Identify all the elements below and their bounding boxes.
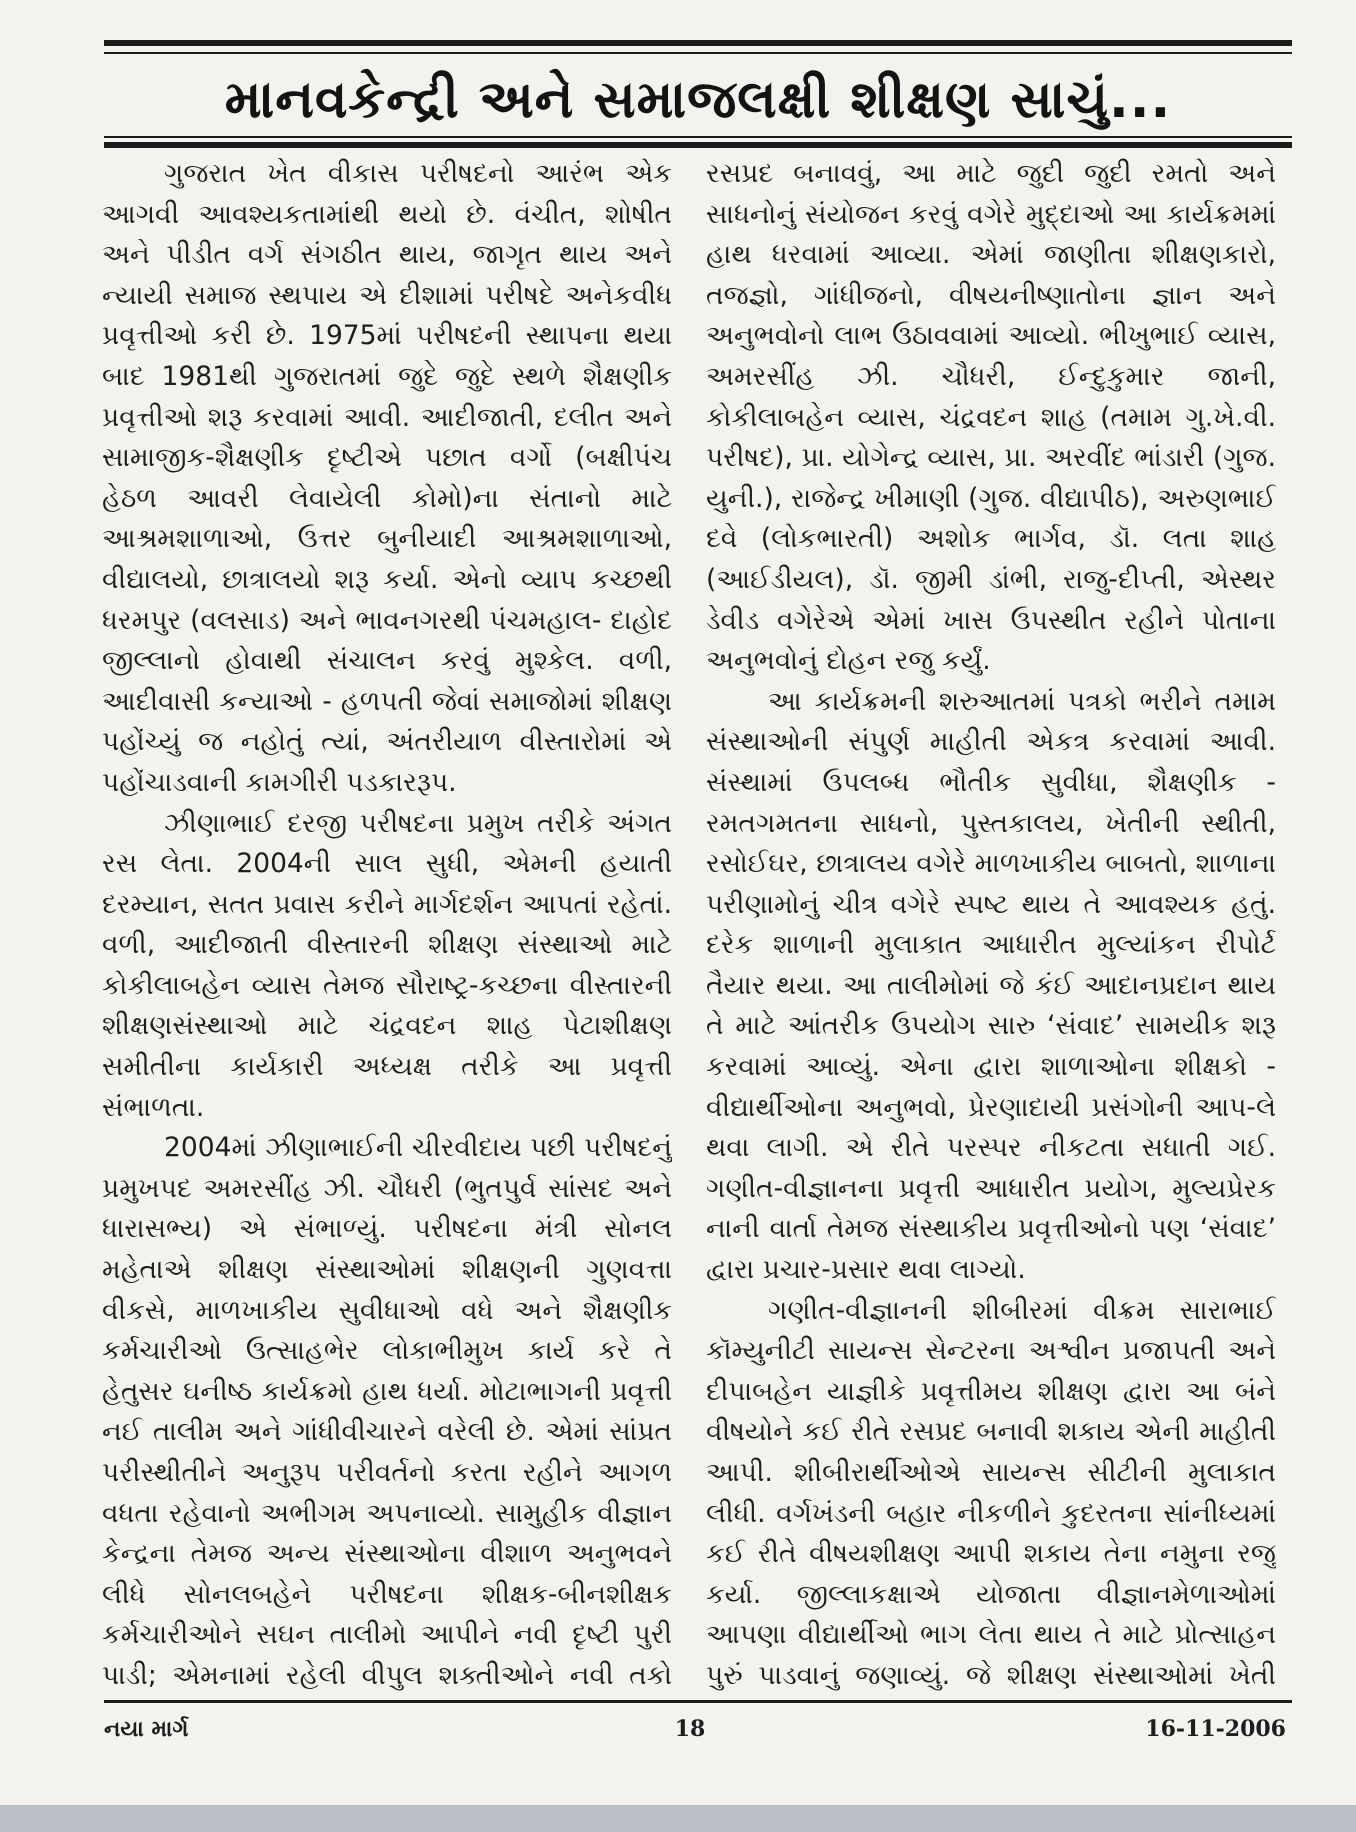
paragraph: આ કાર્યક્રમની શરુઆતમાં પત્રકો ભરીને તમામ સંસ્થાઓની સંપુર્ણ માહીતી એકત્ર કરવામાં આવી. સંસ્થામાં ઉપલબ્ધ ભૌતીક સુવીધા, શૈક્ષણીક - રમતગમતના સાધનો, પુસ્તકાલય, ખેતીની સ્થીતી, રસોઈઘર, છાત્રાલય વગેરે માળખાકીય બાબતો, શાળાના પરીણામોનું ચીત્ર વગેરે સ્પષ્ટ થાય તે આવશ્યક હતું. દરેક શાળાની મુલાકાત આધારીત મુલ્યાંકન રીપોર્ટ તૈયાર થયા. આ તાલીમોમાં જે કંઈ આદાનપ્રદાન થાય તે માટે આંતરીક ઉપયોગ સારુ ‘સંવાદ’ સામયીક શરૂ કરવામાં આવ્યું. એના દ્વારા શાળાઓના શીક્ષકો - વીદ્યાર્થીઓના અનુભવો, પ્રેરણાદાયી પ્રસંગોની આપ-લે થવા લાગી. એ રીતે પરસ્પર નીકટતા સધાતી ગઈ. ગણીત-વીજ્ઞાનના પ્રવૃત્તી આધારીત પ્રયોગ, મુલ્યપ્રેરક નાની વાર્તા તેમજ સંસ્થાકીય પ્રવૃત્તીઓનો પણ ‘સંવાદ’ દ્વારા પ્રચાર-પ્રસાર થવા લાગ્યો.	[706, 685, 1276, 1286]
top-rule-thin	[104, 52, 1292, 54]
top-rule	[104, 40, 1292, 46]
title-rule-thin	[104, 136, 1292, 138]
left-column	[102, 154, 672, 1694]
page-number: 18	[674, 1716, 706, 1742]
article-title: માનવકેન્દ્રી અને સમાજલક્ષી શીક્ષણ સાચું...	[224, 70, 1172, 130]
paragraph: ઝીણાભાઈ દરજી પરીષદના પ્રમુખ તરીકે અંગત રસ લેતા. 2004ની સાલ સુધી, એમની હયાતી દરમ્યાન, સતત પ્રવાસ કરીને માર્ગદર્શન આપતાં રહેતાં. વળી, આદીજાતી વીસ્તારની શીક્ષણ સંસ્થાઓ માટે કોકીલાબહેન વ્યાસ તેમજ સૌરાષ્ટ્ર-કચ્છના વીસ્તારની શીક્ષણસંસ્થાઓ માટે ચંદ્રવદન શાહ પેટાશીક્ષણ સમીતીના કાર્યકારી અધ્યક્ષ તરીકે આ પ્રવૃત્તી સંભાળતા.	[102, 807, 672, 1123]
title-rule	[104, 142, 1292, 148]
footer-rule	[104, 1700, 1292, 1703]
paragraph: 2004માં ઝીણાભાઈની ચીરવીદાય પછી પરીષદનું પ્રમુખપદ અમરસીંહ ઝી. ચૌધરી (ભુતપુર્વ સાંસદ અને ધારાસભ્ય) એ સંભાળ્યું. પરીષદના મંત્રી સોનલ મહેતાએ શીક્ષણ સંસ્થાઓમાં શીક્ષણની ગુણવત્તા વીકસે, માળખાકીય સુવીધાઓ વધે અને શૈક્ષણીક કર્મચારીઓ ઉત્સાહભેર લોકાભીમુખ કાર્ય કરે તે હેતુસર ઘનીષ્ઠ કાર્યક્રમો હાથ ધર્યા. મોટાભાગની પ્રવૃત્તી નઈ તાલીમ અને ગાંધીવીચારને વરેલી છે. એમાં સાંપ્રત પરીસ્થીતીને અનુરૂપ પરીવર્તનો કરતા રહીને આગળ વધતા રહેવાનો અભીગમ અપનાવ્યો. સામુહીક વીજ્ઞાન કેન્દ્રના તેમજ અન્ય સંસ્થાઓના વીશાળ અનુભવને લીધે સોનલબહેને પરીષદના શીક્ષક-બીનશીક્ષક કર્મચારીઓને સઘન તાલીમો આપીને નવી દૃષ્ટી પુરી પાડી; એમનામાં રહેલી વીપુલ શક્તીઓને નવી તકો	[102, 1132, 672, 1691]
scan-edge	[0, 1805, 1356, 1832]
paragraph: ગુજરાત ખેત વીકાસ પરીષદનો આરંભ એક આગવી આવશ્યકતામાંથી થયો છે. વંચીત, શોષીત અને પીડીત વર્ગ સંગઠીત થાય, જાગૃત થાય અને ન્યાયી સમાજ સ્થપાય એ દીશામાં પરીષદે અનેકવીધ પ્રવૃત્તીઓ કરી છે. 1975માં પરીષદની સ્થાપના થયા બાદ 1981થી ગુજરાતમાં જુદે જુદે સ્થળે શૈક્ષણીક પ્રવૃત્તીઓ શરૂ કરવામાં આવી. આદીજાતી, દલીત અને સામાજીક-શૈક્ષણીક દૃષ્ટીએ પછાત વર્ગો (બક્ષીપંચ હેઠળ આવરી લેવાયેલી કોમો)ના સંતાનો માટે આશ્રમશાળાઓ, ઉત્તર બુનીયાદી આશ્રમશાળાઓ, વીદ્યાલયો, છાત્રાલયો શરૂ કર્યા. એનો વ્યાપ કચ્છથી ધરમપુર (વલસાડ) અને ભાવનગરથી પંચમહાલ- દાહોદ જીલ્લાનો હોવાથી સંચાલન કરવું મુશ્કેલ. વળી, આદીવાસી કન્યાઓ - હળપતી જેવાં સમાજોમાં શીક્ષણ પહોંચ્યું જ નહોતું ત્યાં, અંતરીયાળ વીસ્તારોમાં એ પહોંચાડવાની કામગીરી પડકારરૂપ.	[102, 158, 672, 798]
issue-date: 16-11-2006	[1145, 1716, 1286, 1742]
paragraph-continuation: રસપ્રદ બનાવવું, આ માટે જુદી જુદી રમતો અને સાધનોનું સંયોજન કરવું વગેરે મુદ્દાઓ આ કાર્યક્રમમાં હાથ ધરવામાં આવ્યા. એમાં જાણીતા શીક્ષણકારો, તજજ્ઞો, ગાંધીજનો, વીષયનીષ્ણાતોના જ્ઞાન અને અનુભવોનો લાભ ઉઠાવવામાં આવ્યો. ભીખુભાઈ વ્યાસ, અમરસીંહ ઝી. ચૌધરી, ઈન્દુકુમાર જાની, કોકીલાબહેન વ્યાસ, ચંદ્રવદન શાહ (તમામ ગુ.ખે.વી. પરીષદ), પ્રા. યોગેન્દ્ર વ્યાસ, પ્રા. અરવીંદ ભાંડારી (ગુજ. યુની.), રાજેન્દ્ર ખીમાણી (ગુજ. વીદ્યાપીઠ), અરુણભાઈ દવે (લોકભારતી) અશોક ભાર્ગવ, ડૉ. લતા શાહ (આઈડીયલ), ડૉ. જીમી ડાંભી, રાજુ-દીપ્તી, એસ્થર ડેવીડ વગેરેએ એમાં ખાસ ઉપસ્થીત રહીને પોતાના અનુભવોનું દોહન રજુ કર્યું.	[706, 158, 1276, 677]
paragraph: ગણીત-વીજ્ઞાનની શીબીરમાં વીક્રમ સારાભાઈ કૉમ્યુનીટી સાયન્સ સેન્ટરના અશ્વીન પ્રજાપતી અને દીપાબહેન યાજ્ઞીકે પ્રવૃત્તીમય શીક્ષણ દ્વારા આ બંને વીષયોને કઈ રીતે રસપ્રદ બનાવી શકાય એની માહીતી આપી. શીબીરાર્થીઓએ સાયન્સ સીટીની મુલાકાત લીધી. વર્ગખંડની બહાર નીકળીને કુદરતના સાંનીધ્યમાં કઈ રીતે વીષયશીક્ષણ આપી શકાય તેના નમુના રજુ કર્યા. જીલ્લાકક્ષાએ યોજાતા વીજ્ઞાનમેળાઓમાં આપણા વીદ્યાર્થીઓ ભાગ લેતા થાય તે માટે પ્રોત્સાહન પુરું પાડવાનું જણાવ્યું. જે શીક્ષણ સંસ્થાઓમાં ખેતી	[706, 1294, 1276, 1691]
publication-name: નયા માર્ગ	[104, 1716, 189, 1742]
right-column	[706, 154, 1276, 1694]
